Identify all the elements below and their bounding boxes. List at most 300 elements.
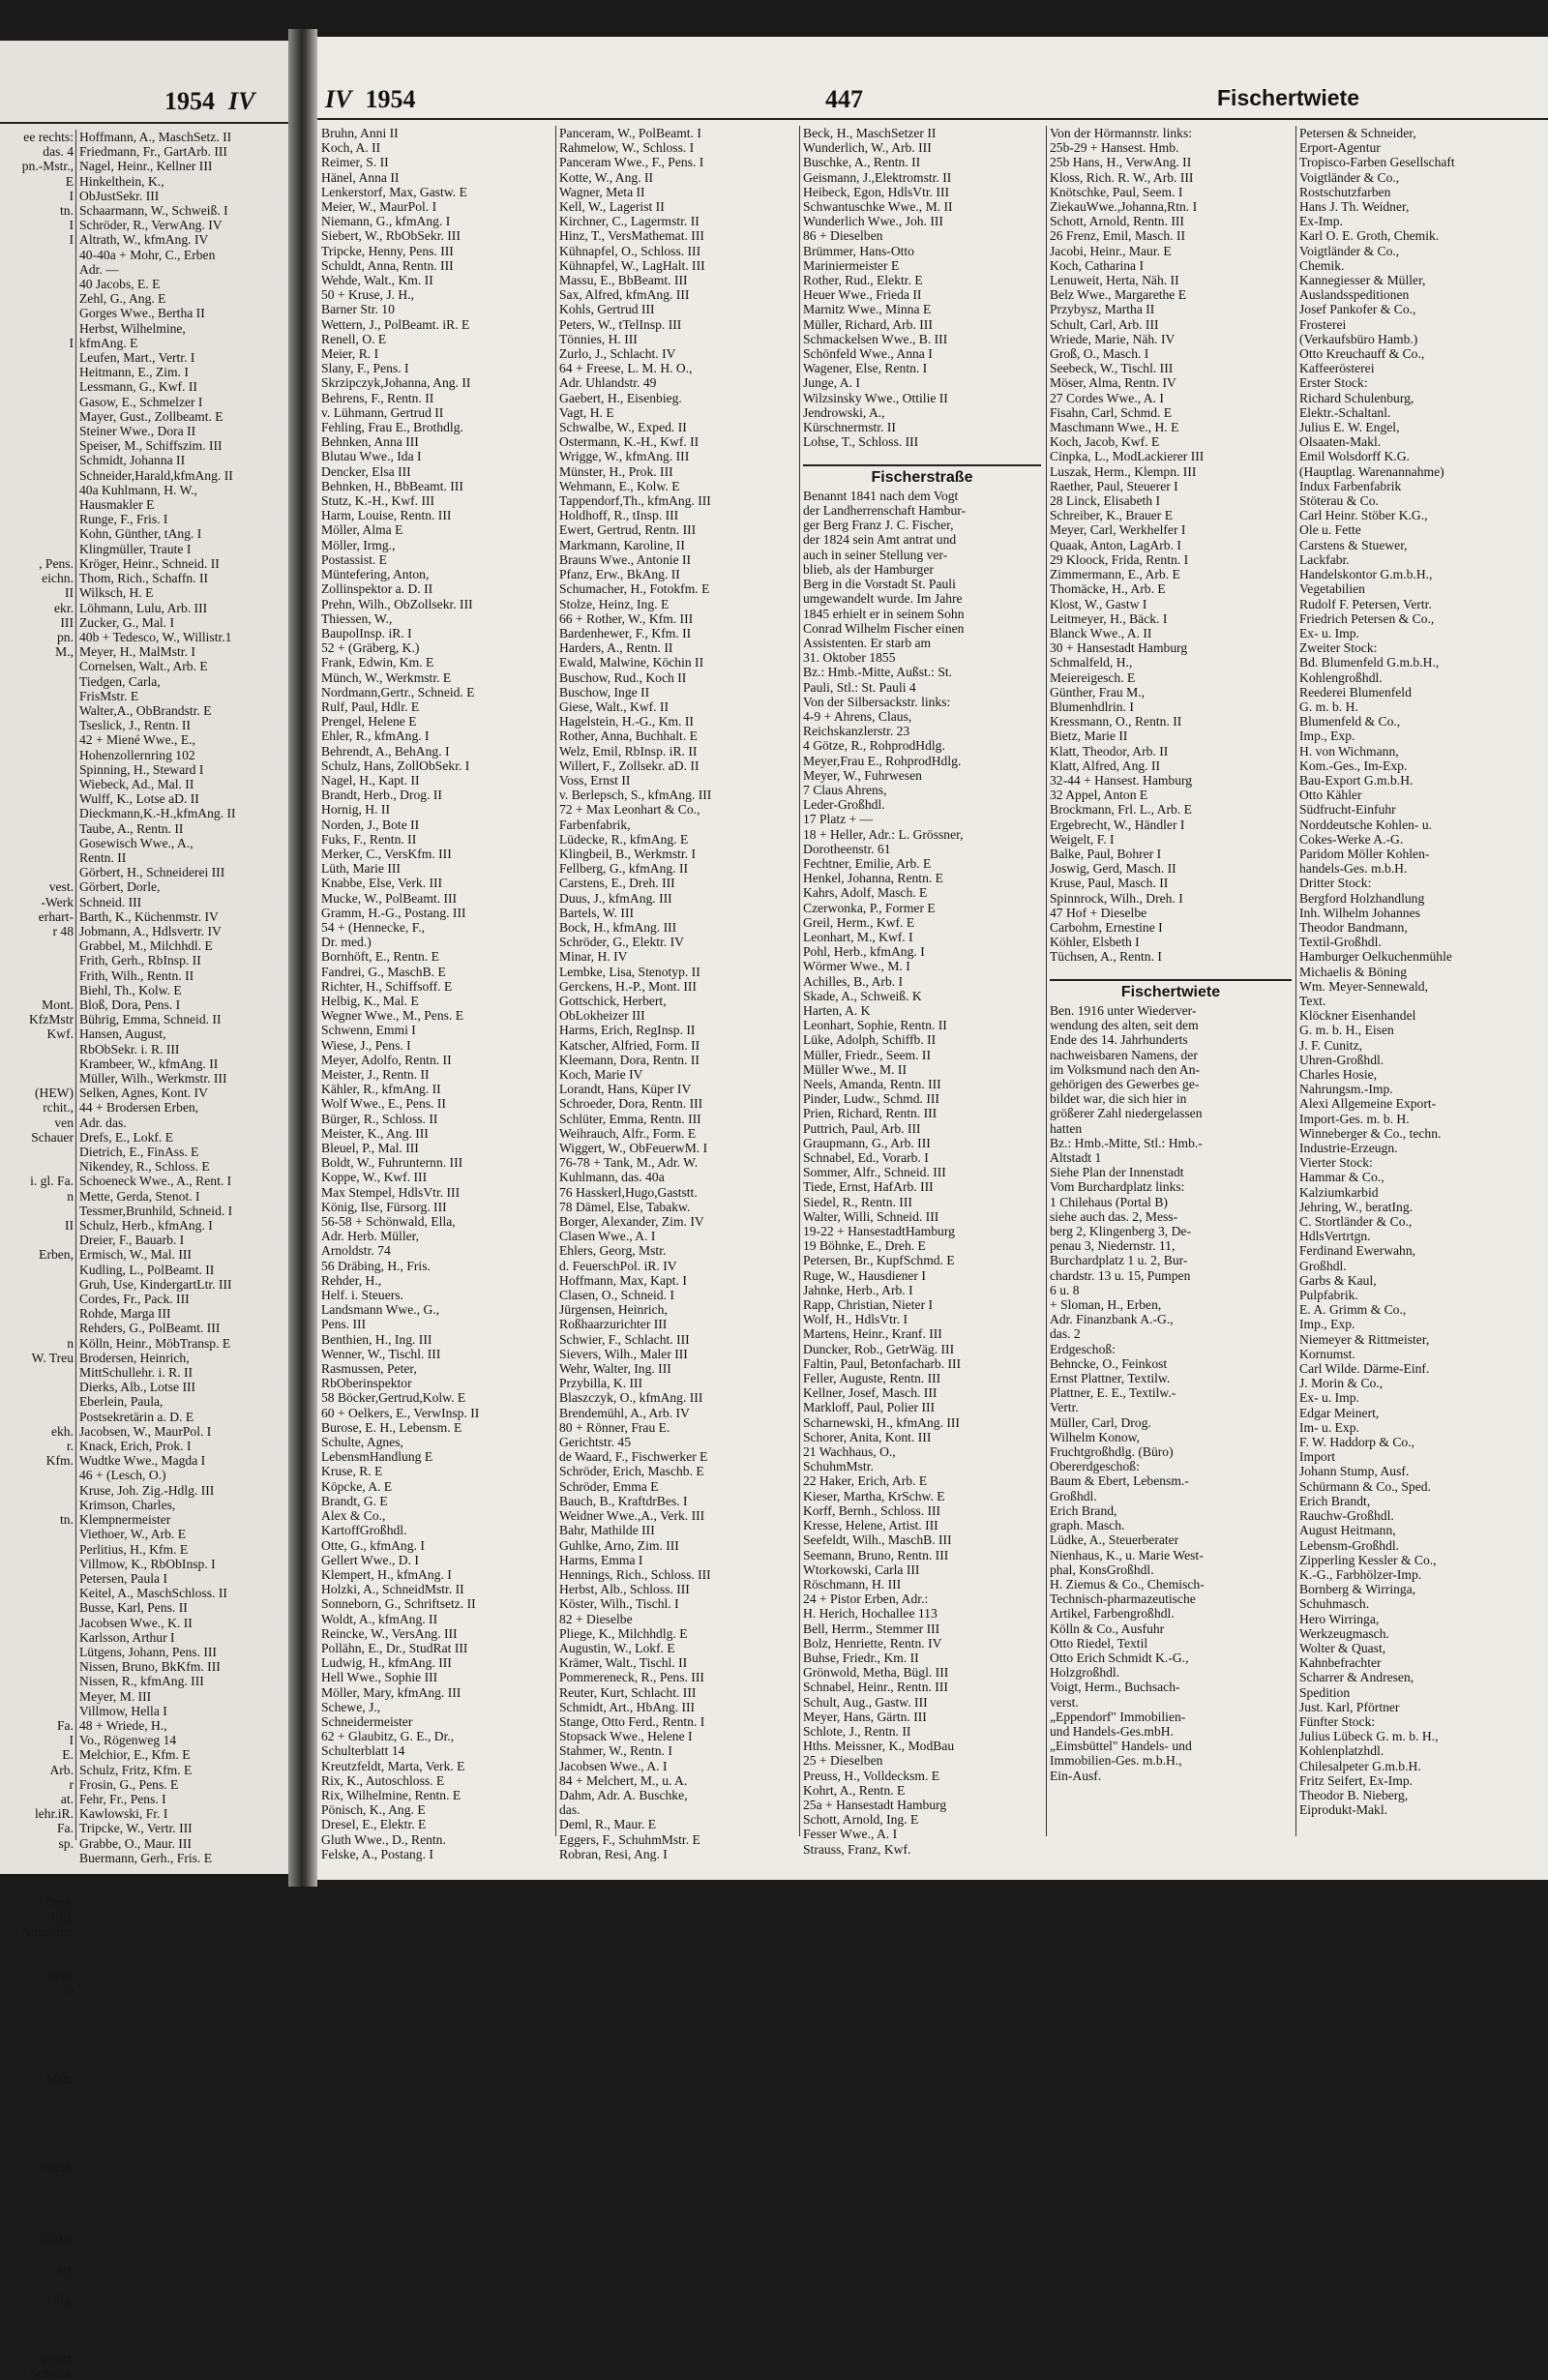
directory-entry: 22 Haker, Erich, Arb. E	[803, 1473, 928, 1489]
directory-entry: Perlitius, H., Kfm. E	[79, 1541, 189, 1557]
directory-entry: Greil, Herm., Kwf. E	[803, 914, 915, 930]
directory-entry	[0, 2204, 74, 2218]
directory-entry: Gasow, E., Schmelzer I	[79, 394, 203, 409]
directory-entry: -Werk	[41, 894, 74, 909]
directory-entry: Hinkelthein, K.,	[79, 173, 164, 189]
directory-entry	[0, 2247, 74, 2262]
directory-entry: tn.	[60, 1512, 74, 1528]
directory-entry: Fehr, Fr., Pens. I	[79, 1791, 166, 1806]
directory-entry: Bergford Holzhandlung	[1299, 890, 1425, 906]
directory-entry: Ermisch, W., Mal. III	[79, 1247, 192, 1263]
directory-entry: Vierter Stock:	[1299, 1155, 1373, 1171]
directory-entry: Gosewisch Wwe., A.,	[79, 835, 194, 850]
directory-entry: Fünfter Stock:	[1299, 1713, 1376, 1729]
directory-entry: Viethoer, W., Arb. E	[79, 1527, 187, 1542]
directory-entry: Meyer,Frau E., RohprodHdlg.	[803, 753, 962, 768]
directory-entry: Knack, Erich, Prok. I	[79, 1439, 192, 1454]
directory-entry: Kfm.	[45, 1453, 74, 1469]
directory-entry: Knötschke, Paul, Seem. I	[1050, 184, 1183, 199]
directory-entry	[0, 2174, 74, 2188]
directory-entry: 19 Böhnke, E., Dreh. E	[803, 1238, 926, 1254]
directory-entry: Tiedgen, Carla,	[79, 673, 161, 689]
directory-entry: Meister, K., Ang. III	[321, 1125, 429, 1141]
directory-entry: im Volksmund nach den An-	[1050, 1061, 1201, 1077]
directory-entry: rchit.,	[43, 1100, 74, 1116]
directory-entry: Zehl, G., Ang. E	[79, 291, 166, 307]
directory-entry	[0, 983, 74, 997]
directory-entry	[0, 806, 74, 820]
directory-entry: Bock, H., kfmAng. III	[559, 919, 677, 935]
directory-entry	[0, 424, 74, 438]
directory-entry: Farbenfabrik,	[559, 817, 631, 832]
directory-entry: eichn.	[42, 571, 74, 586]
directory-entry: Köster, Wilh., Tischl. I	[559, 1596, 679, 1612]
directory-entry: Bietz, Marie II	[1050, 729, 1128, 744]
directory-entry: Welz, Emil, RbInsp. iR. II	[559, 743, 698, 759]
directory-entry: r	[69, 1776, 74, 1792]
directory-entry: Spinning, H., Steward I	[79, 761, 204, 777]
directory-entry: Benthien, H., Ing. III	[321, 1331, 432, 1347]
directory-entry: Puttrich, Paul, Arb. III	[803, 1120, 921, 1136]
directory-entry: Meyer, Carl, Werkhelfer I	[1050, 522, 1186, 538]
directory-entry: Reuter, Kurt, Schlacht. III	[559, 1684, 697, 1700]
directory-entry: Rix, K., Autoschloss. E	[321, 1772, 445, 1788]
directory-entry: Otto Kreuchauff & Co.,	[1299, 346, 1425, 362]
directory-entry: 29 Kloock, Frida, Rentn. I	[1050, 551, 1189, 567]
directory-entry: Zollinspektor a. D. II	[321, 581, 433, 597]
directory-entry: Eiprodukt-Makl.	[1299, 1802, 1387, 1818]
directory-entry: Mayer, Gust., Zollbeamt. E	[79, 408, 223, 424]
directory-entry: wendung des alten, seit dem	[1050, 1018, 1199, 1033]
directory-entry: Müller, Carl, Drog.	[1050, 1414, 1151, 1430]
directory-entry: Carstens, E., Dreh. III	[559, 876, 675, 891]
directory-entry: Schloss.	[30, 2365, 74, 2380]
directory-entry: Pauli, Stl.: St. Pauli 4	[803, 679, 916, 695]
directory-entry: Lenkerstorf, Max, Gastw. E	[321, 184, 467, 199]
directory-entry: Cokes-Werke A.-G.	[1299, 831, 1404, 847]
directory-entry: 4 Götze, R., RohprodHdlg.	[803, 738, 945, 754]
directory-entry: Jacobsen Wwe., A. I	[559, 1758, 668, 1773]
directory-entry: graph. Masch.	[1050, 1518, 1125, 1533]
directory-entry: 82 + Dieselbe	[559, 1611, 633, 1626]
directory-entry: 28 Linck, Elisabeth I	[1050, 493, 1161, 509]
directory-entry	[0, 350, 74, 365]
directory-entry: Buschow, Inge II	[559, 684, 650, 699]
directory-entry: Hths. Meissner, K., ModBau	[803, 1739, 955, 1754]
directory-entry: Norddeutsche Kohlen- u.	[1299, 817, 1433, 832]
directory-entry	[0, 2306, 74, 2321]
directory-entry: Meister, J., Rentn. II	[321, 1067, 430, 1082]
directory-column-1	[321, 126, 551, 1861]
directory-entry: Holzgroßhdl.	[1050, 1665, 1120, 1681]
directory-entry: Möser, Alma, Rentn. IV	[1050, 375, 1176, 391]
directory-entry: Friedrich Petersen & Co.,	[1299, 610, 1435, 626]
directory-entry	[0, 2277, 74, 2292]
directory-entry: Graupmann, G., Arb. III	[803, 1135, 931, 1150]
directory-entry: Zurlo, J., Schlacht. IV	[559, 346, 676, 362]
directory-entry: 7 Claus Ahrens,	[803, 782, 887, 797]
directory-entry: Ex- u. Imp.	[1299, 625, 1359, 640]
directory-entry: Dietrich, E., FinAss. E	[79, 1145, 199, 1160]
directory-entry: Schwantuschke Wwe., M. II	[803, 199, 953, 215]
directory-entry: Schewe, J.,	[321, 1699, 381, 1714]
directory-entry: Schulte, Agnes,	[321, 1435, 403, 1450]
directory-entry: Klingmüller, Traute I	[79, 541, 192, 556]
directory-entry: Speiser, M., Schiffszim. III	[79, 438, 223, 454]
directory-entry: Otto Kähler	[1299, 788, 1362, 803]
directory-entry: Wagner, Meta II	[559, 184, 645, 199]
directory-entry: Thomäcke, H., Arb. E	[1050, 581, 1166, 597]
directory-entry: Artikel, Farbengroßhdl.	[1050, 1606, 1175, 1621]
directory-entry: Fisahn, Carl, Schmd. E	[1050, 404, 1173, 420]
directory-entry: Julius E. W. Engel,	[1299, 420, 1400, 435]
directory-entry: Bz.: Hmb.-Mitte, Stl.: Hmb.-	[1050, 1135, 1203, 1150]
directory-entry	[0, 1704, 74, 1718]
directory-entry	[0, 379, 74, 394]
directory-entry	[0, 659, 74, 673]
directory-entry	[0, 2041, 74, 2056]
directory-entry: Tönnies, H. III	[559, 331, 638, 346]
book-gutter	[288, 29, 317, 1887]
directory-entry: Robran, Resi, Ang. I	[559, 1846, 668, 1861]
directory-entry: Lackfabr.	[1299, 551, 1350, 567]
directory-entry: II	[64, 1218, 74, 1234]
directory-entry: Zipperling Kessler & Co.,	[1299, 1552, 1437, 1567]
directory-entry: Schreiber, K., Brauer E	[1050, 508, 1174, 523]
directory-entry: Kröger, Heinr., Schneid. II	[79, 555, 220, 571]
directory-entry: Borger, Alexander, Zim. IV	[559, 1214, 704, 1230]
directory-entry	[0, 2321, 74, 2335]
directory-entry: Behnken, H., BbBeamt. III	[321, 478, 463, 493]
directory-entry: Strauss, Franz, Kwf.	[803, 1841, 911, 1857]
directory-entry: Prengel, Helene E	[321, 714, 417, 729]
directory-entry: Kruse, Joh. Zig.-Hdlg. III	[79, 1482, 215, 1498]
directory-entry: Schnabel, Ed., Vorarb. I	[803, 1150, 929, 1166]
directory-entry: Hänel, Anna II	[321, 169, 400, 185]
directory-entry: Carbohm, Ernestine I	[1050, 919, 1163, 935]
directory-entry: Burose, E. H., Lebensm. E	[321, 1419, 462, 1435]
directory-entry: umgewandelt wurde. Im Jahre	[803, 591, 963, 607]
directory-entry: Tessmer,Brunhild, Schneid. I	[79, 1203, 233, 1218]
directory-entry: Hohenzollernring 102	[79, 747, 195, 762]
directory-entry: Dr. med.)	[321, 935, 372, 950]
directory-entry: Hinz, T., VersMathemat. III	[559, 228, 704, 244]
directory-entry: 64 + Freese, L. M. H. O.,	[559, 361, 693, 376]
directory-entry	[0, 1410, 74, 1424]
directory-entry: Paridom Möller Kohlen-	[1299, 846, 1430, 861]
directory-entry: Bolz, Henriette, Rentn. IV	[803, 1635, 942, 1651]
directory-entry: Nissen, Bruno, BkKfm. III	[79, 1659, 221, 1675]
directory-entry: Harms, Emma I	[559, 1552, 643, 1567]
directory-entry: 17 Platz + —	[803, 812, 874, 827]
directory-entry: Adr. —	[79, 261, 119, 277]
directory-entry: Kruse, R. E	[321, 1464, 383, 1479]
directory-entry: Gaebert, H., Eisenbieg.	[559, 390, 682, 405]
directory-entry: Röschmann, H. III	[803, 1576, 902, 1592]
directory-entry: Josef Pankofer & Co.,	[1299, 302, 1416, 317]
directory-entry: Mucke, W., PolBeamt. III	[321, 890, 458, 906]
directory-entry: Fruchtgroßhdlg. (Büro)	[1050, 1444, 1174, 1460]
directory-entry: Schumacher, H., Fotokfm. E	[559, 581, 710, 597]
directory-entry: 66 + Rother, W., Kfm. III	[559, 610, 694, 626]
directory-entry: Ewert, Gertrud, Rentn. III	[559, 522, 697, 538]
directory-entry: Boldt, W., Fuhrunternn. III	[321, 1155, 463, 1171]
directory-entry: 60 + Oelkers, E., VerwInsp. II	[321, 1405, 480, 1420]
directory-entry: pn.-Mstr.,	[21, 159, 74, 174]
directory-entry: RbObSekr. i. R. III	[79, 1041, 180, 1056]
directory-entry: Dierks, Alb., Lotse III	[79, 1380, 196, 1395]
directory-entry: Wehr, Walter, Ing. III	[559, 1361, 671, 1377]
directory-entry: Duus, J., kfmAng. III	[559, 890, 672, 906]
directory-entry: Wunderlich, W., Arb. III	[803, 140, 932, 156]
directory-entry: Schmalfeld, H.,	[1050, 655, 1133, 670]
directory-entry: Brodersen, Heinrich,	[79, 1350, 190, 1365]
directory-entry	[0, 2218, 74, 2233]
directory-entry: Schott, Arnold, Rentn. III	[1050, 214, 1184, 229]
directory-entry	[0, 1571, 74, 1586]
directory-entry: I	[69, 1733, 74, 1748]
directory-entry	[0, 1071, 74, 1086]
directory-entry: Lebensm-Großhdl.	[1299, 1537, 1400, 1553]
directory-entry: Schneider,Harald,kfmAng. II	[79, 467, 233, 483]
directory-entry: Schult, Aug., Gastw. III	[803, 1694, 928, 1710]
directory-entry: Niemann, G., kfmAng. I	[321, 214, 451, 229]
directory-entry	[0, 526, 74, 541]
directory-entry: Fuks, F., Rentn. II	[321, 831, 417, 847]
directory-entry: Indux Farbenfabrik	[1299, 478, 1402, 493]
directory-entry: Rix, Wilhelmine, Rentn. E	[321, 1787, 461, 1802]
directory-entry: 42 + Miené Wwe., E.,	[79, 732, 195, 748]
directory-entry	[0, 748, 74, 762]
directory-entry: RbOberinspektor	[321, 1376, 412, 1391]
directory-entry: Inh. Wilhelm Johannes	[1299, 905, 1420, 920]
directory-entry: H. Herich, Hochallee 113	[803, 1606, 938, 1621]
directory-entry: G. m. b. H.	[1299, 699, 1358, 714]
directory-entry: 24 + Pistor Erben, Adr.:	[803, 1592, 929, 1607]
directory-entry: Massu, E., BbBeamt. III	[559, 273, 688, 288]
directory-entry: Ex- u. Imp.	[1299, 1390, 1359, 1406]
directory-entry: Schroeder, Dora, Rentn. III	[559, 1096, 703, 1112]
directory-entry	[0, 1557, 74, 1571]
directory-entry: Kotte, W., Ang. II	[559, 169, 654, 185]
directory-entry: Belz Wwe., Margarethe E	[1050, 287, 1187, 303]
directory-entry	[0, 1630, 74, 1645]
directory-entry: Schneidermeister	[321, 1713, 413, 1729]
directory-entry: Quaak, Anton, LagArb. I	[1050, 537, 1181, 552]
directory-entry: n	[67, 1188, 74, 1204]
directory-entry: Kellner, Josef, Masch. III	[803, 1385, 938, 1401]
directory-entry: Tseslick, J., Rentn. II	[79, 718, 191, 733]
directory-entry: 19-22 + HansestadtHamburg	[803, 1224, 955, 1239]
directory-entry: Görbert, H., Schneiderei III	[79, 865, 225, 880]
directory-entry: Villmow, K., RbObInsp. I	[79, 1556, 216, 1571]
directory-entry: Kühnapfel, W., LagHalt. III	[559, 257, 705, 273]
left-column-b	[79, 130, 286, 1865]
directory-entry: Schlüter, Emma, Rentn. III	[559, 1111, 701, 1126]
directory-entry: Wörmer Wwe., M. I	[803, 959, 910, 974]
directory-entry: Eberlein, Paula,	[79, 1394, 164, 1410]
directory-entry: I	[69, 335, 74, 350]
directory-entry: erwM.	[39, 2233, 74, 2248]
directory-entry: I	[69, 188, 74, 203]
directory-entry: 25a + Hansestadt Hamburg	[803, 1797, 947, 1812]
directory-entry: Handelskontor G.m.b.H.,	[1299, 567, 1433, 582]
directory-entry: 25 + Dieselben	[803, 1753, 883, 1769]
directory-entry: Müller, Wilh., Werkmstr. III	[79, 1071, 227, 1086]
directory-entry: Voss, Ernst II	[559, 772, 631, 788]
directory-entry: 32-44 + Hansest. Hamburg	[1050, 772, 1193, 788]
directory-entry: Imp., Exp.	[1299, 1317, 1355, 1332]
directory-entry: Arnoldstr. 74	[321, 1243, 391, 1259]
directory-entry: Pfanz, Erw., BkAng. II	[559, 567, 680, 582]
directory-entry: Schneid. III	[79, 894, 142, 909]
directory-entry: Markloff, Paul, Polier III	[803, 1400, 936, 1415]
directory-entry	[0, 1645, 74, 1659]
directory-entry: Bell, Herrm., Stemmer III	[803, 1621, 940, 1636]
directory-entry: Walter,A., ObBrandstr. E	[79, 702, 212, 718]
directory-entry: Hoffmann, A., MaschSetz. II	[79, 130, 232, 144]
directory-entry: Garbs & Kaul,	[1299, 1272, 1377, 1288]
directory-entry: Markmann, Karoline, II	[559, 537, 685, 552]
directory-entry: Auslandsspeditionen	[1299, 287, 1410, 303]
directory-entry: Erben,	[39, 1247, 74, 1263]
directory-entry	[0, 291, 74, 306]
directory-entry: n	[67, 1335, 74, 1351]
directory-entry: Schulterblatt 14	[321, 1743, 405, 1759]
directory-entry: August Heitmann,	[1299, 1523, 1396, 1538]
directory-entry: Kohn, Günther, tAng. I	[79, 526, 202, 542]
directory-entry: Ferdinand Ewerwahn,	[1299, 1243, 1416, 1259]
directory-entry: Günther, Frau M.,	[1050, 684, 1145, 699]
left-header-year: 1954	[164, 87, 215, 115]
directory-entry	[0, 1880, 74, 1894]
directory-entry	[0, 306, 74, 320]
directory-entry: Seebeck, W., Tischl. III	[1050, 361, 1174, 376]
directory-entry: Jacobi, Heinr., Maur. E	[1050, 243, 1172, 258]
directory-entry: Schwalbe, W., Exped. II	[559, 420, 687, 435]
directory-entry: Hansen, August,	[79, 1026, 166, 1042]
directory-entry: 18 + Heller, Adr.: L. Grössner,	[803, 826, 964, 842]
directory-entry: Nagel, Heinr., Kellner III	[79, 159, 213, 174]
directory-entry: Krimson, Charles,	[79, 1497, 176, 1512]
directory-entry: Dencker, Elsa III	[321, 463, 411, 479]
directory-entry: Herbst, Wilhelmine,	[79, 320, 186, 336]
directory-entry: Wilhelm Konow,	[1050, 1429, 1140, 1444]
directory-entry: 62 + Glaubitz, G. E., Dr.,	[321, 1729, 455, 1744]
directory-entry: Biehl, Th., Kolw. E	[79, 982, 182, 997]
directory-entry: Baum & Ebert, Lebensm.-	[1050, 1473, 1189, 1489]
directory-entry: Dieckmann,K.-H.,kfmAng. II	[79, 806, 236, 821]
directory-entry: Zweiter Stock:	[1299, 640, 1378, 656]
directory-entry: Adr. Herb. Müller,	[321, 1229, 420, 1244]
directory-entry: erhart-	[38, 908, 74, 924]
directory-entry: KartoffGroßhdl.	[321, 1523, 407, 1538]
directory-entry: Charles Hosie,	[1299, 1067, 1378, 1082]
directory-entry: Steiner Wwe., Dora II	[79, 424, 196, 439]
directory-entry: Siedel, R., Rentn. III	[803, 1194, 912, 1209]
directory-entry: Münster, H., Prok. III	[559, 463, 673, 479]
directory-entry: „Eimsbüttel" Handels- und	[1050, 1739, 1192, 1754]
directory-entry: J. F. Cunitz,	[1299, 1037, 1363, 1053]
directory-entry: Reichskanzlerstr. 23	[803, 724, 910, 739]
directory-entry: Erdgeschoß:	[1050, 1341, 1116, 1356]
directory-entry: Lohse, T., Schloss. III	[803, 434, 919, 450]
directory-entry: Stöterau & Co.	[1299, 493, 1379, 509]
directory-entry: Taube, A., Rentn. II	[79, 820, 184, 836]
directory-entry: Textil-Großhdl.	[1299, 935, 1382, 950]
directory-entry: Kreutzfeldt, Marta, Verk. E	[321, 1758, 465, 1773]
directory-entry: Leufen, Mart., Vertr. I	[79, 350, 195, 366]
directory-entry: Theodor Bandmann,	[1299, 919, 1408, 935]
directory-entry: Voigtländer & Co.,	[1299, 243, 1400, 258]
directory-entry: Dresel, E., Elektr. E	[321, 1817, 427, 1832]
directory-entry: Conrad Wilhelm Fischer einen	[803, 620, 965, 636]
directory-entry: Busse, Karl, Pens. II	[79, 1600, 188, 1616]
directory-entry: Seemann, Bruno, Rentn. III	[803, 1547, 949, 1562]
directory-entry: Tropisco-Farben Gesellschaft	[1299, 155, 1455, 170]
directory-entry: Rapp, Christian, Nieter I	[803, 1297, 934, 1313]
directory-entry: Vertr.	[1050, 1400, 1079, 1415]
directory-entry: 40b + Tedesco, W., Willistr.1	[79, 629, 232, 644]
directory-entry: Minar, H. IV	[559, 949, 628, 965]
directory-entry: Alexi Allgemeine Export-	[1299, 1096, 1437, 1112]
directory-entry: Sievers, Wilh., Maler III	[559, 1346, 688, 1361]
directory-entry	[0, 1689, 74, 1704]
directory-entry: Nikendey, R., Schloss. E	[79, 1159, 210, 1175]
directory-entry: ven	[54, 1115, 74, 1130]
directory-entry: Gellert Wwe., D. I	[321, 1552, 419, 1567]
directory-entry: Adr. Uhlandstr. 49	[559, 375, 657, 391]
directory-entry: Schult, Carl, Arb. III	[1050, 316, 1159, 332]
directory-entry: Faltin, Paul, Betonfacharb. III	[803, 1355, 962, 1371]
directory-entry: Drefs, E., Lokf. E	[79, 1129, 174, 1145]
directory-entry: Knabbe, Else, Verk. III	[321, 876, 443, 891]
directory-entry: Pliege, K., Milchhdlg. E	[559, 1625, 688, 1641]
directory-entry: Buschke, A., Rentn. II	[803, 155, 921, 170]
directory-entry: Berg in die Vorstadt St. Pauli	[803, 577, 956, 592]
directory-entry: Achilles, B., Arb. I	[803, 973, 904, 989]
directory-entry: Jacobsen, W., MaurPol. I	[79, 1423, 212, 1439]
directory-entry: Ewald, Malwine, Köchin II	[559, 655, 704, 670]
directory-entry	[0, 777, 74, 791]
directory-entry	[0, 938, 74, 953]
directory-entry	[0, 762, 74, 777]
directory-entry: Plattner, E. E., Textilw.-	[1050, 1385, 1176, 1401]
directory-entry: Pohl, Herb., kfmAng. I	[803, 944, 925, 960]
directory-entry: Kölln, Heinr., MöbTransp. E	[79, 1335, 231, 1351]
directory-entry: Lessmann, G., Kwf. II	[79, 379, 197, 395]
directory-entry: Hennings, Rich., Schloss. III	[559, 1566, 711, 1582]
directory-entry: Wolter & Quast,	[1299, 1640, 1386, 1655]
directory-entry: ObLokheizer III	[559, 1008, 645, 1024]
directory-entry: Frith, Wilh., Rentn. II	[79, 967, 194, 983]
directory-entry: Technisch-pharmazeutische	[1050, 1592, 1196, 1607]
directory-entry: Fritz Seifert, Ex-Imp.	[1299, 1772, 1414, 1788]
directory-entry: Rasmussen, Peter,	[321, 1361, 417, 1377]
directory-entry: Harten, A. K	[803, 1002, 871, 1018]
directory-entry: Rahmelow, W., Schloss. I	[559, 140, 695, 156]
directory-entry: Clasen, O., Schneid. I	[559, 1288, 674, 1303]
directory-entry: v. Lühmann, Gertrud II	[321, 404, 444, 420]
directory-entry: Siehe Plan der Innenstadt	[1050, 1165, 1184, 1180]
directory-entry: Schröder, Emma E	[559, 1478, 659, 1494]
directory-entry: Reederei Blumenfeld	[1299, 684, 1412, 699]
directory-entry: Wilksch, H. E	[79, 585, 154, 601]
directory-entry: Wriede, Marie, Näh. IV	[1050, 331, 1176, 346]
directory-entry	[0, 1394, 74, 1409]
directory-entry: Cinpka, L., ModLackierer III	[1050, 449, 1205, 464]
directory-entry	[0, 968, 74, 983]
